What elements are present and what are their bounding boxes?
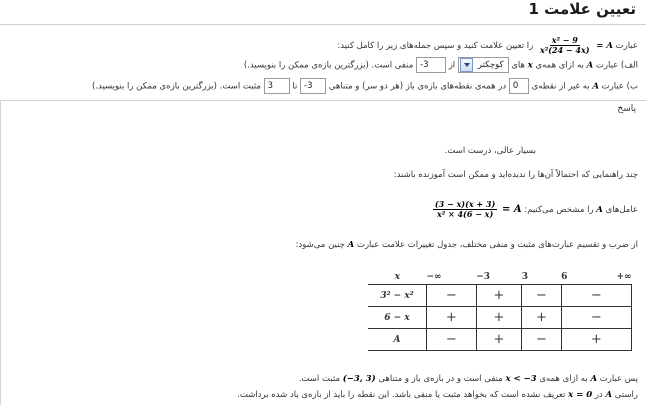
- factors-post-text: را مشخص می‌کنیم:: [524, 205, 594, 215]
- conclusion1-interval: (−3, 3): [342, 374, 376, 384]
- part-a-bound-input[interactable]: -3: [416, 57, 446, 73]
- variable-a: A: [347, 240, 355, 250]
- part-a-line: [244, 57, 638, 73]
- sign-cell: −: [522, 285, 561, 307]
- sign-cell: −: [561, 285, 631, 307]
- sign-cell: +: [561, 329, 631, 351]
- expression-numerator: 9 − x²: [551, 35, 578, 45]
- conclusion1-mid-text: به ازای همه‌ی: [539, 374, 588, 384]
- answer-panel: [0, 100, 646, 405]
- sign-cell: +: [427, 307, 477, 329]
- part-b-mid2-text: در همه‌ی نقطه‌های بازه‌ی باز (هر دو سر) و متناهی: [328, 81, 507, 92]
- comparison-select[interactable]: [458, 57, 509, 73]
- expression-fraction: [538, 36, 592, 55]
- factors-fraction: [433, 200, 497, 219]
- part-b-lower-input[interactable]: -3: [300, 78, 326, 94]
- answer-heading: پاسخ: [617, 104, 636, 114]
- page-title: تعیین علامت 1: [528, 0, 636, 18]
- expression-lhs: A =: [596, 41, 613, 51]
- conclusion1-mid2-text: منفی است و در بازه‌ی باز و متناهی: [378, 374, 503, 384]
- hint-text: چند راهنمایی که احتمالاً آن‌ها را ندیده‌اید و ممکن است آموزنده باشند:: [393, 170, 638, 180]
- sign-cell: +: [476, 329, 522, 351]
- sign-cell: +: [476, 285, 522, 307]
- part-a-mid3-text: از: [448, 60, 456, 71]
- sign-cell: +: [522, 307, 561, 329]
- conclusion2-equation: x = 0: [568, 390, 593, 400]
- row-label: 6 − x: [368, 307, 427, 329]
- factors-denominator: x² × 4(6 − x): [436, 209, 494, 219]
- sign-cell: −: [427, 329, 477, 351]
- conclusion1-post-text: مثبت است.: [298, 374, 340, 384]
- header-cell: −3: [476, 270, 522, 285]
- conclusion-line-2: [237, 390, 638, 400]
- sign-table-header: [368, 270, 632, 285]
- conclusion-line-1: [299, 374, 638, 384]
- variable-x: x: [527, 60, 533, 71]
- factors-pre-text: عامل‌های: [605, 205, 638, 215]
- part-a-mid2-text: های: [511, 60, 525, 71]
- part-a-mid1-text: به ازای همه‌ی: [535, 60, 584, 71]
- part-b-point-input[interactable]: 0: [509, 78, 529, 94]
- feedback-text: بسیار عالی، درست است.: [444, 146, 536, 156]
- comparison-select-value: کوچکتر: [477, 60, 504, 70]
- sign-cell: −: [427, 285, 477, 307]
- variable-a: A: [586, 60, 594, 71]
- part-b-line: [92, 78, 638, 94]
- sign-cell: −: [561, 307, 631, 329]
- chevron-down-icon[interactable]: [460, 58, 473, 72]
- part-a-post-text: منفی است. (بزرگترین بازه‌ی ممکن را بنویسید.): [243, 60, 414, 71]
- sign-table-row: [368, 285, 632, 307]
- variable-a: A: [590, 374, 598, 384]
- sign-cell: −: [522, 329, 561, 351]
- row-label: 3² − x²: [368, 285, 427, 307]
- variable-a: A: [605, 390, 613, 400]
- table-intro-pre-text: از ضرب و تقسیم عبارت‌های مثبت و منفی مختلف، جدول تغییرات علامت عبارت: [356, 240, 638, 250]
- table-intro-post-text: چنین می‌شود:: [295, 240, 345, 250]
- conclusion2-mid-text: در: [594, 390, 603, 400]
- header-cell: 6: [561, 270, 582, 285]
- sign-cell: +: [476, 307, 522, 329]
- intro-pre-text: عبارت: [615, 41, 638, 51]
- part-b-pre-text: ب) عبارت: [601, 81, 638, 92]
- sign-table: [368, 270, 632, 351]
- header-cell: 3: [522, 270, 561, 285]
- intro-post-text: را تعیین علامت کنید و سپس جمله‌های زیر را کامل کنید:: [337, 41, 534, 51]
- question-intro: [337, 36, 638, 55]
- conclusion2-post-text: تعریف نشده است که بخواهد مثبت یا منفی باشد. این نقطه را باید از بازه‌ی یاد شده برداشت.: [237, 390, 566, 400]
- header-cell: −∞: [427, 270, 477, 285]
- part-b-mid1-text: به غیر از نقطه‌ی: [531, 81, 590, 92]
- title-divider: [0, 24, 646, 25]
- conclusion1-pre-text: پس عبارت: [599, 374, 638, 384]
- part-b-mid3-text: تا: [292, 81, 298, 92]
- factors-line: [431, 200, 638, 219]
- part-a-pre-text: الف) عبارت: [595, 60, 638, 71]
- header-cell-x: x: [368, 270, 427, 285]
- variable-a: A: [592, 81, 599, 92]
- variable-a: A: [596, 205, 603, 215]
- sign-table-row: [368, 329, 632, 351]
- header-cell: +∞: [582, 270, 632, 285]
- part-b-upper-input[interactable]: 3: [264, 78, 290, 94]
- expression-denominator: x²(24 − 4x): [539, 45, 590, 55]
- sign-table-row: [368, 307, 632, 329]
- part-b-post-text: مثبت است. (بزرگترین بازه‌ی ممکن را بنویسید.): [92, 81, 261, 92]
- conclusion1-inequality: x < −3: [505, 374, 537, 384]
- conclusion2-pre-text: راستی: [614, 390, 638, 400]
- table-intro: [296, 240, 638, 250]
- factors-numerator: (3 + x)(3 − x): [434, 199, 496, 209]
- factors-lhs: A =: [502, 204, 522, 215]
- row-label: A: [368, 329, 427, 351]
